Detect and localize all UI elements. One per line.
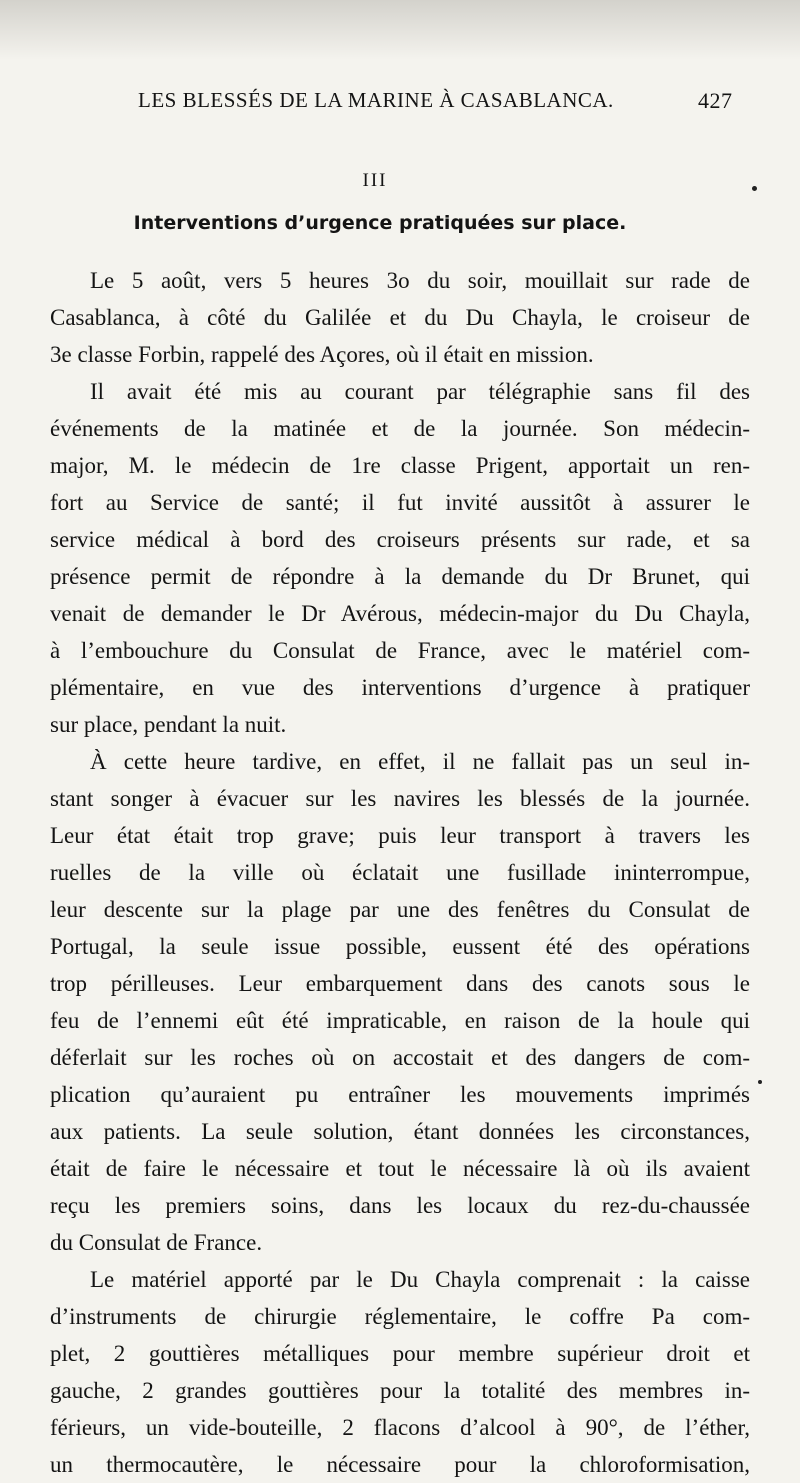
text-line: service médical à bord des croiseurs présents sur rade, et sa bbox=[50, 527, 750, 552]
text-line: plet, 2 gouttières métalliques pour membre supérieur droit et bbox=[50, 1341, 750, 1366]
running-head bbox=[138, 88, 738, 118]
text-line: ruelles de la ville où éclatait une fusillade ininterrompue, bbox=[50, 860, 750, 885]
text-line: Casablanca, à côté du Galilée et du Du Chayla, le croiseur de bbox=[50, 305, 750, 330]
text-line: un thermocautère, le nécessaire pour la chloroformisation, bbox=[50, 1452, 750, 1477]
text-line: stant songer à évacuer sur les navires les blessés de la journée. bbox=[50, 786, 750, 811]
text-line: Il avait été mis au courant par télégraphie sans fil des bbox=[90, 379, 750, 404]
text-line: trop périlleuses. Leur embarquement dans des canots sous le bbox=[50, 971, 750, 996]
text-line: à l’embouchure du Consulat de France, avec le matériel com- bbox=[50, 638, 750, 663]
page-shadow bbox=[0, 0, 800, 60]
body-text bbox=[50, 262, 750, 1483]
text-line: Le matériel apporté par le Du Chayla comprenait : la caisse bbox=[90, 1267, 750, 1292]
ink-speck bbox=[758, 1080, 762, 1084]
text-line: feu de l’ennemi eût été impraticable, en raison de la houle qui bbox=[50, 1008, 750, 1033]
text-line: Le 5 août, vers 5 heures 3o du soir, mouillait sur rade de bbox=[90, 268, 750, 293]
text-line: présence permit de répondre à la demande du Dr Brunet, qui bbox=[50, 564, 750, 589]
text-line: Leur état était trop grave; puis leur transport à travers les bbox=[50, 823, 750, 848]
section-numeral: III bbox=[362, 170, 388, 191]
text-line: plémentaire, en vue des interventions d’urgence à pratiquer bbox=[50, 675, 750, 700]
text-line: férieurs, un vide-bouteille, 2 flacons d’alcool à 90°, de l’éther, bbox=[50, 1415, 750, 1440]
text-line: major, M. le médecin de 1re classe Prigent, apportait un ren- bbox=[50, 453, 750, 478]
text-line: À cette heure tardive, en effet, il ne fallait pas un seul in- bbox=[90, 749, 750, 774]
text-line: gauche, 2 grandes gouttières pour la totalité des membres in- bbox=[50, 1378, 750, 1403]
text-line: sur place, pendant la nuit. bbox=[50, 712, 287, 737]
text-line: du Consulat de France. bbox=[50, 1230, 263, 1255]
text-line: leur descente sur la plage par une des fenêtres du Consulat de bbox=[50, 897, 750, 922]
text-line: était de faire le nécessaire et tout le nécessaire là où ils avaient bbox=[50, 1156, 750, 1181]
text-line: d’instruments de chirurgie réglementaire, le coffre Pa com- bbox=[50, 1304, 750, 1329]
text-line: Portugal, la seule issue possible, eussent été des opérations bbox=[50, 934, 750, 959]
text-line: reçu les premiers soins, dans les locaux du rez-du-chaussée bbox=[50, 1193, 750, 1218]
text-line: fort au Service de santé; il fut invité aussitôt à assurer le bbox=[50, 490, 750, 515]
text-line: 3e classe Forbin, rappelé des Açores, où il était en mission. bbox=[50, 342, 594, 367]
text-line: plication qu’auraient pu entraîner les mouvements imprimés bbox=[50, 1082, 750, 1107]
ink-speck bbox=[752, 186, 757, 191]
running-title: LES BLESSÉS DE LA MARINE À CASABLANCA. bbox=[138, 88, 614, 112]
text-line: venait de demander le Dr Avérous, médecin-major du Du Chayla, bbox=[50, 601, 750, 626]
section-heading: Interventions d’urgence pratiquées sur place. bbox=[133, 212, 627, 234]
text-line: événements de la matinée et de la journée. Son médecin- bbox=[50, 416, 750, 441]
text-line: déferlait sur les roches où on accostait et des dangers de com- bbox=[50, 1045, 750, 1070]
text-line: aux patients. La seule solution, étant données les circonstances, bbox=[50, 1119, 750, 1144]
page-number: 427 bbox=[698, 88, 733, 113]
